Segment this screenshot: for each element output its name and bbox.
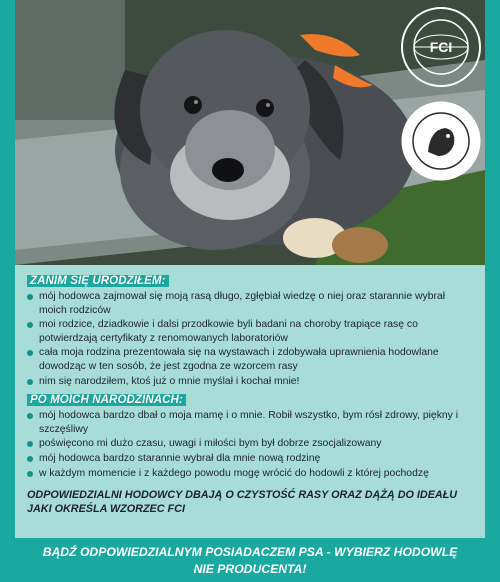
before-birth-title: ZANIM SIĘ URODZIŁEM: — [27, 275, 169, 287]
list-item: mój hodowca bardzo dbał o moja mamę i o mnie. Robił wszystko, bym rósł zdrowy, piękny i szczęśliwy — [27, 409, 475, 436]
after-birth-title: PO MOICH NARODZINACH: — [27, 394, 186, 406]
footer-line-2: NIE PRODUCENTA! — [193, 562, 307, 576]
fci-logo — [400, 6, 482, 88]
list-item: nim się narodziłem, ktoś już o mnie myślał i kochał mnie! — [27, 375, 475, 389]
info-panel — [15, 265, 485, 538]
fci-logo-text: FCI — [429, 39, 453, 55]
list-item: mój hodowca zajmował się moją rasą długo, zgłębiał wiedzę o niej oraz starannie wybrał moich rodziców — [27, 290, 475, 317]
closing-statement: ODPOWIEDZIALNI HODOWCY DBAJĄ O CZYSTOŚĆ RASY ORAZ DĄŻĄ DO IDEAŁU JAKI OKREŚLA WZORZEC FCI — [27, 489, 458, 516]
puppy-photo — [15, 0, 485, 265]
list-item: cała moja rodzina prezentowała się na wystawach i zdobywała uprawnienia hodowlane dowodząc w ten sosób, że jest zgodna ze wzorcem rasy — [27, 346, 475, 373]
zkwp-logo — [400, 100, 482, 182]
list-item: mój hodowca bardzo starannie wybrał dla mnie nową rodzinę — [27, 452, 475, 466]
footer-slogan — [0, 540, 500, 582]
before-birth-list — [27, 290, 475, 388]
list-item: w każdym momencie i z każdego powodu mogę wrócić do hodowli z której pochodzę — [27, 467, 475, 481]
list-item: poświęcono mi dużo czasu, uwagi i miłości bym był dobrze zsocjalizowany — [27, 437, 475, 451]
after-birth-list — [27, 409, 475, 480]
footer-line-1: BĄDŹ ODPOWIEDZIALNYM POSIADACZEM PSA - WYBIERZ HODOWLĘ — [42, 545, 458, 559]
list-item: moi rodzice, dziadkowie i dalsi przodkowie byli badani na choroby trapiące rasę co potwierdzają certyfikaty z renomowanych laboratoriów — [27, 318, 475, 345]
